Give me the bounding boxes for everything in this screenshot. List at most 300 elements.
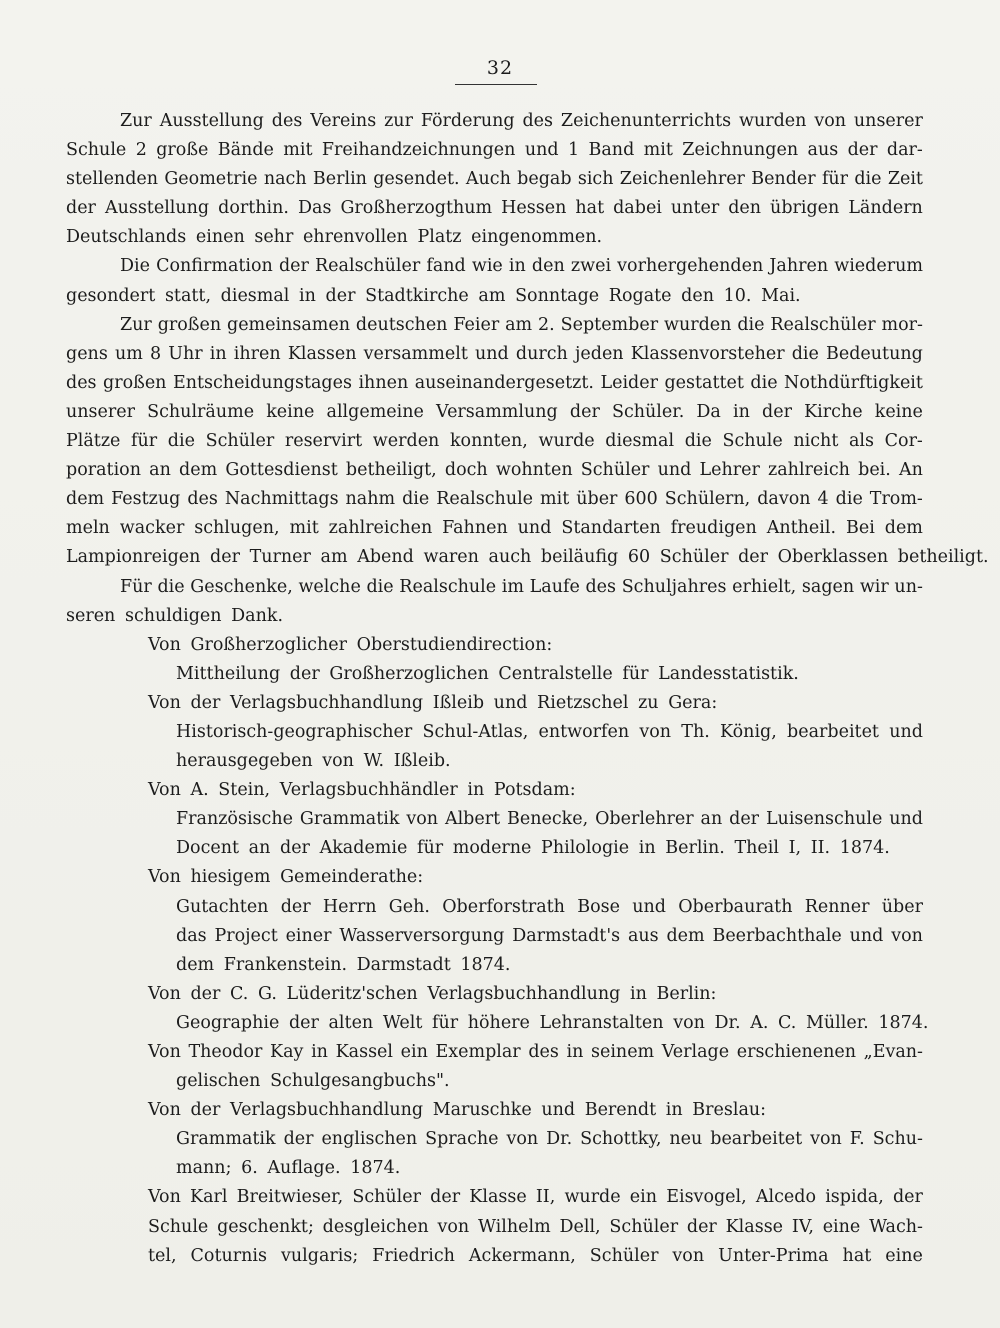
word: Mittheilung [176, 663, 281, 684]
word: wurden [738, 111, 807, 131]
text-line [66, 1038, 923, 1067]
word: als [849, 431, 875, 452]
word: mann; [176, 1158, 232, 1179]
word: poration [66, 460, 141, 481]
word: C. [230, 983, 249, 1004]
word: waren [423, 547, 479, 568]
word: Auflage. [267, 1158, 341, 1179]
word: Oberforstrath [442, 896, 565, 917]
word: Schule [66, 140, 127, 161]
word: auch [488, 547, 532, 568]
text-line [66, 194, 923, 223]
text-line [66, 1242, 923, 1271]
word: aus [627, 925, 659, 946]
text-line [66, 1096, 923, 1125]
word: hiesigem [190, 867, 271, 888]
word: der [762, 401, 792, 422]
text-line [66, 427, 923, 456]
word: Band [588, 140, 635, 161]
word: Fahnen [442, 518, 508, 539]
word: Th. [681, 721, 710, 742]
word: der [430, 1187, 461, 1208]
word: Alcedo [755, 1187, 817, 1208]
word: Theil [734, 838, 779, 859]
word: der [892, 1187, 923, 1208]
word: Großherzogthum [340, 198, 493, 219]
word: An [899, 460, 923, 481]
word: Sprache [425, 1129, 499, 1150]
word: Eisvogel, [666, 1187, 747, 1208]
word: von [810, 1129, 842, 1150]
word: der [278, 256, 309, 277]
text-line [66, 252, 923, 281]
text-line [66, 805, 923, 834]
word: nach [263, 169, 307, 190]
word: einer [285, 925, 332, 946]
word: Auch [465, 169, 511, 190]
word: Geographie [176, 1012, 280, 1033]
word: gelischen [176, 1071, 261, 1092]
word: Schüler [659, 547, 729, 568]
word: die [737, 314, 765, 335]
word: Frankenstein. [223, 954, 348, 975]
word: seinem [590, 1042, 655, 1062]
word: Unter-Prima [718, 1245, 829, 1266]
word: großen [103, 372, 167, 393]
word: Trom- [869, 489, 923, 510]
word: Schule [148, 1216, 209, 1237]
word: dem [176, 954, 215, 975]
word: Gottesdienst [225, 460, 338, 481]
word: Französische [176, 809, 293, 830]
word: der [569, 401, 600, 422]
word: Herrn [322, 896, 377, 917]
word: in [209, 343, 227, 364]
text-line [66, 660, 923, 689]
word: „Evan- [863, 1042, 923, 1062]
text-line [66, 543, 989, 572]
text-line [66, 834, 923, 863]
word: mor- [881, 314, 923, 335]
word: die [750, 372, 778, 393]
word: Realschule [436, 489, 534, 510]
word: und [657, 460, 692, 481]
word: wiederum [834, 256, 923, 277]
word: Ißleib. [393, 751, 451, 772]
word: 1874. [460, 954, 511, 975]
word: an [700, 809, 723, 830]
word: I, [788, 838, 802, 859]
word: Lampionreigen [66, 547, 201, 568]
word: Bose [577, 896, 620, 917]
word: keine [266, 401, 315, 422]
word: in [508, 256, 526, 277]
word: um [114, 343, 143, 364]
word: Verlagsbuchhändler [279, 780, 458, 801]
text-line [66, 951, 923, 980]
word: Confirmation [156, 256, 273, 277]
word: schlugen, [194, 518, 280, 539]
word: Schulräume [147, 401, 255, 422]
word: Von [148, 780, 181, 801]
word: 600 [624, 489, 658, 510]
word: 1874. [878, 1012, 929, 1033]
word: und [475, 343, 509, 364]
word: desgleichen [322, 1216, 429, 1237]
word: entworfen [538, 721, 630, 742]
word: IV, [791, 1216, 814, 1237]
word: der [847, 140, 878, 161]
text-line [66, 136, 923, 165]
word: Laufe [529, 576, 580, 597]
word: Oberstudiendirection: [356, 634, 553, 655]
word: Förderung [420, 111, 515, 131]
text-line [66, 369, 923, 398]
word: Antheil. [766, 518, 837, 539]
word: den [728, 198, 762, 219]
word: der [283, 1129, 314, 1150]
word: Standarten [561, 518, 661, 539]
word: dabei [613, 198, 662, 219]
word: über [881, 896, 923, 917]
word: Von [148, 983, 181, 1004]
word: große [156, 140, 209, 161]
word: Für [120, 576, 152, 597]
word: an [248, 838, 271, 859]
word: mit [643, 140, 673, 161]
word: alten [328, 1012, 374, 1033]
word: Hessen [501, 198, 567, 219]
word: Zeit [887, 169, 923, 190]
word: Karl [190, 1187, 228, 1208]
word: die [366, 576, 394, 597]
word: werden [372, 431, 440, 452]
word: mit [540, 489, 570, 510]
word: die [684, 431, 712, 452]
word: Schüler [589, 1245, 659, 1266]
word: Deutschlands [66, 227, 187, 248]
word: der [729, 809, 760, 830]
word: Vereins [310, 111, 377, 131]
word: Breitwieser, [236, 1187, 344, 1208]
word: Dr. [546, 1129, 573, 1150]
word: Schuljahres [621, 576, 727, 597]
word: un- [894, 576, 923, 597]
word: Schüler [352, 1187, 421, 1208]
word: F. [849, 1129, 865, 1150]
word: geschenkt; [217, 1216, 314, 1237]
word: Benecke, [507, 809, 589, 830]
text-line [66, 223, 923, 252]
word: deutschen [355, 314, 448, 335]
word: Ackermann, [468, 1245, 576, 1266]
text-line [66, 1154, 923, 1183]
word: Realschüler [315, 256, 421, 277]
word: fand [426, 256, 466, 277]
word: höhere [467, 1012, 530, 1033]
word: ein [400, 1042, 428, 1062]
word: Berlin. [665, 838, 725, 859]
word: Darmstadt's [512, 925, 621, 946]
text-line [66, 893, 923, 922]
text-line [66, 1125, 923, 1154]
word: mit [283, 140, 313, 161]
word: Gemeinderathe: [280, 867, 424, 888]
word: Abend [357, 547, 414, 568]
word: unserer [66, 401, 135, 422]
word: in [299, 285, 316, 306]
word: ihren [233, 343, 281, 364]
word: Landesstatistik. [658, 663, 799, 684]
word: gestattet [664, 372, 744, 393]
word: Stadtkirche [365, 285, 469, 306]
word: am [320, 547, 348, 568]
word: nicht [793, 431, 839, 452]
text-line [66, 922, 923, 951]
word: für [622, 663, 649, 684]
word: von [437, 1216, 470, 1237]
word: in [566, 1042, 584, 1062]
word: Sonntage [515, 285, 600, 306]
text-line [66, 1183, 923, 1212]
word: W. [363, 751, 385, 772]
word: A. [190, 780, 209, 801]
word: von [891, 925, 923, 946]
word: Von [148, 634, 181, 655]
word: des [528, 1042, 559, 1062]
word: und [541, 1100, 576, 1121]
word: sich [577, 169, 614, 190]
word: die [167, 431, 195, 452]
word: Theodor [188, 1042, 263, 1062]
word: Von [148, 692, 181, 713]
word: der [210, 547, 240, 568]
word: 2. [538, 314, 555, 335]
text-line [66, 107, 923, 136]
word: Historisch-geographischer [176, 721, 413, 742]
word: Das [297, 198, 332, 219]
word: diesmal [220, 285, 290, 306]
text-line [66, 456, 923, 485]
word: Project [214, 925, 278, 946]
word: Geometrie [164, 169, 258, 190]
word: Von [148, 1042, 181, 1062]
word: Geh. [388, 896, 430, 917]
word: Oberlehrer [595, 809, 694, 830]
word: Freihandzeichnungen [321, 140, 516, 161]
word: Stein, [218, 780, 271, 801]
word: Berlin [312, 169, 367, 190]
word: der [190, 692, 221, 713]
word: II, [535, 1187, 556, 1208]
word: und [849, 925, 884, 946]
word: Verlagsbuchhandlung [230, 692, 424, 713]
word: Schülern, [664, 489, 751, 510]
text-line [66, 165, 923, 194]
text-line [66, 514, 923, 543]
word: 1874. [839, 838, 890, 859]
word: des [271, 111, 303, 131]
word: A. [750, 1012, 769, 1033]
word: der [66, 198, 96, 219]
word: Friedrich [372, 1245, 455, 1266]
word: der [190, 983, 221, 1004]
text-line [66, 1009, 929, 1038]
word: in [629, 983, 647, 1004]
word: wir [859, 576, 889, 597]
word: Verlage [661, 1042, 730, 1062]
word: Wilhelm [477, 1216, 551, 1237]
word: gesondert [66, 285, 156, 306]
word: gens [66, 343, 108, 364]
word: moderne [452, 838, 532, 859]
word: Berlin: [656, 983, 717, 1004]
word: herausgegeben [176, 751, 313, 772]
word: Gera: [668, 692, 718, 713]
word: Realschüler [770, 314, 876, 335]
word: Zur [120, 314, 152, 335]
word: dorthin. [218, 198, 289, 219]
word: Platz [417, 227, 462, 248]
word: Klassenvorsteher [630, 343, 785, 364]
word: für [821, 169, 849, 190]
word: 6. [241, 1158, 258, 1179]
word: der [738, 547, 769, 568]
word: G. [258, 983, 277, 1004]
word: Klasse [725, 1216, 784, 1237]
word: dem [179, 460, 218, 481]
page-number: 32 [486, 57, 514, 79]
word: Lehranstalten [539, 1012, 664, 1033]
word: Grammatik [176, 1129, 276, 1150]
word: des [187, 489, 218, 510]
text-line [66, 398, 923, 427]
word: der [686, 1216, 717, 1237]
word: mit [289, 518, 319, 539]
word: Von [148, 867, 181, 888]
word: im [501, 576, 524, 597]
word: Akademie [319, 838, 408, 859]
word: und [889, 721, 923, 742]
word: Docent [176, 838, 240, 859]
word: Exemplar [435, 1042, 521, 1062]
word: tel, [148, 1245, 177, 1266]
word: 4 [817, 489, 829, 510]
word: Oberklassen [777, 547, 889, 568]
word: des [522, 111, 554, 131]
word: Kirche [804, 401, 863, 422]
word: Geschenke, [190, 576, 293, 597]
word: gesendet. [373, 169, 460, 190]
word: eine [885, 1245, 923, 1266]
word: von [406, 809, 439, 830]
body-text [66, 107, 989, 1271]
word: großen [157, 314, 222, 335]
word: sagen [801, 576, 855, 597]
word: gemeinsamen [227, 314, 351, 335]
text-line [66, 1213, 923, 1242]
word: das [176, 925, 207, 946]
word: Dr. [714, 1012, 741, 1033]
word: Kay [270, 1042, 304, 1062]
word: für [416, 838, 444, 859]
text-line [66, 282, 923, 311]
word: auseinandergesetzt. [414, 372, 594, 393]
word: Jahren [769, 256, 829, 277]
word: wie [471, 256, 503, 277]
word: Schule [722, 431, 783, 452]
word: Realschule [399, 576, 497, 597]
word: wurde [538, 431, 595, 452]
word: ein [629, 1187, 658, 1208]
word: übrigen [770, 198, 840, 219]
word: 8 [149, 343, 162, 364]
word: wurden [663, 314, 732, 335]
word: Zeichnungen [682, 140, 799, 161]
word: zahlreich [768, 460, 850, 481]
word: seren [66, 605, 116, 626]
text-line [66, 340, 923, 369]
word: Dell, [559, 1216, 601, 1237]
word: Zeichenunterrichts [560, 111, 732, 131]
word: Schüler [609, 1216, 679, 1237]
word: in [311, 1042, 328, 1062]
word: Philologie [541, 838, 630, 859]
word: der [190, 1100, 221, 1121]
word: Leider [600, 372, 658, 393]
word: am [505, 314, 533, 335]
word: Lehrer [699, 460, 760, 481]
word: Verlagsbuchhandlung [427, 983, 621, 1004]
word: 10. [723, 285, 752, 306]
word: Uhr [168, 343, 203, 364]
word: ihnen [358, 372, 409, 393]
word: für [131, 431, 158, 452]
word: die [791, 343, 819, 364]
word: Bender [751, 169, 816, 190]
word: vorhergehenden [617, 256, 764, 277]
word: dem [666, 925, 705, 946]
word: davon [757, 489, 811, 510]
word: Bedeutung [826, 343, 923, 364]
word: den [531, 256, 565, 277]
word: Darmstadt [356, 954, 451, 975]
word: und [517, 518, 552, 539]
word: zwei [570, 256, 612, 277]
word: Schul-Atlas, [422, 721, 529, 742]
word: Bände [217, 140, 274, 161]
word: in [733, 401, 750, 422]
word: Großherzoglicher [190, 634, 347, 655]
word: bearbeitet [710, 1129, 803, 1150]
word: Beerbachthale [712, 925, 842, 946]
word: versammelt [363, 343, 468, 364]
word: Dank. [231, 605, 284, 626]
text-line [66, 311, 923, 340]
word: dem [66, 489, 105, 510]
word: wacker [119, 518, 185, 539]
word: Schüler. [611, 401, 685, 422]
word: Welt [382, 1012, 423, 1033]
text-line [66, 631, 923, 660]
text-line [66, 1067, 923, 1096]
word: ehrenvollen [302, 227, 408, 248]
word: Gutachten [176, 896, 269, 917]
word: 2 [135, 140, 147, 161]
word: Von [148, 1100, 181, 1121]
word: nahm [345, 489, 396, 510]
word: von [506, 1129, 539, 1150]
